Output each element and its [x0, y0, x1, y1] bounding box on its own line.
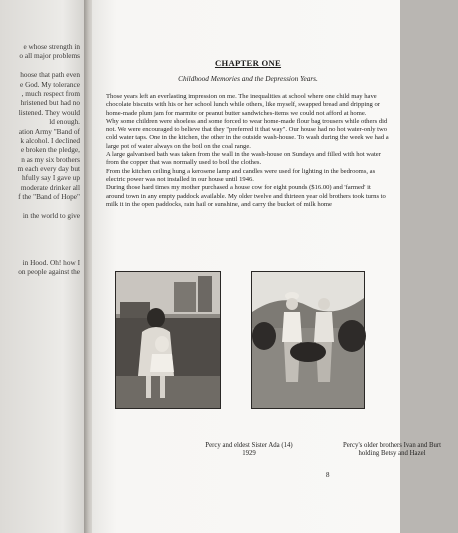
paragraph: Why some children were shoeless and some forced to wear home-made flour bag trousers while others did not. We were encouraged to believe that they "preferred it that way". Our house had no hot water-only two cold water taps. One in the kitchen, the other in the outside wash-house. To wash during the week we had a large pot of water always on the boil on the coal range.	[106, 117, 389, 150]
left-line: e God. My tolerance	[20, 79, 80, 89]
left-line	[0, 61, 80, 70]
left-line: ation Army "Band of	[18, 126, 80, 136]
body-text	[106, 93, 390, 209]
caption-line: 1929	[242, 450, 256, 458]
photo-caption-ivan-and-burt	[326, 442, 458, 459]
photo-row	[106, 272, 390, 412]
left-line: in Hood. Oh! how I	[22, 257, 80, 267]
left-line: k alcohol. I declined	[20, 135, 80, 145]
left-line: moderate drinker all	[20, 182, 80, 192]
paragraph: During those hard times my mother purchased a house cow for eight pounds ($16.00) and 'farmed' it around town in any empty paddock available. My older twelve and thirteen year old brothers took turns to milk it in the open paddocks, rain hail or sunshine, and carry the bucket of milk home	[106, 184, 386, 208]
chapter-subtitle: Childhood Memories and the Depression Years.	[178, 74, 318, 83]
photo-percy-and-ada	[116, 272, 220, 408]
photo-caption-percy-and-ada	[190, 442, 308, 459]
left-line: hfully say I gave up	[22, 173, 80, 183]
left-line: , much respect from	[21, 88, 80, 98]
left-line: e broken the pledge,	[20, 145, 80, 155]
caption-line: holding Betsy and Hazel	[358, 450, 426, 458]
left-line: f the "Band of Hope"	[18, 192, 80, 202]
left-line	[0, 249, 80, 258]
paragraph: A large galvanised bath was taken from the wall in the wash-house on Sundays and filled with hot water from the copper that was normally used to boil the clothes.	[106, 151, 381, 167]
left-line: hristened but had no	[20, 98, 80, 108]
caption-line: Percy's older brothers Ivan and Burt	[342, 442, 442, 449]
left-line: on people against the	[18, 267, 80, 277]
left-line: e whose strength in	[23, 42, 80, 51]
photo-percy-and-ada-image	[116, 272, 220, 408]
chapter-title: CHAPTER ONE	[214, 58, 282, 68]
left-line: hoose that path even	[20, 70, 80, 80]
left-line	[0, 230, 80, 239]
photo-ivan-and-burt	[252, 272, 364, 408]
left-page	[0, 0, 90, 533]
photo-ivan-and-burt-image	[252, 272, 364, 408]
page-number: 8	[326, 471, 330, 479]
paragraph: Those years left an everlasting impression on me. The inequalities at school where one child may have chocolate biscuits with his or her school lunch while others, like myself, swapped bread and dripping or home-made plum jam for marmite or peanut butter sandwiches-items we could not afford at home.	[106, 93, 380, 117]
left-line	[0, 202, 80, 211]
left-line: n as my six brothers	[21, 154, 80, 164]
left-line: m each every day but	[17, 164, 80, 174]
left-line	[0, 239, 80, 248]
left-line	[0, 220, 80, 229]
left-line: listened. They would	[18, 107, 80, 117]
left-line: ld enough.	[49, 117, 80, 127]
left-line: in the world to give	[22, 211, 80, 221]
paragraph: From the kitchen ceiling hung a kerosene lamp and candles were used for lighting in the bedrooms, as electric power was not installed in our house until 1946.	[106, 167, 376, 183]
page-content	[106, 58, 390, 209]
left-line: o all major problems	[19, 51, 80, 61]
left-page-text	[0, 42, 90, 277]
right-page	[92, 0, 442, 533]
caption-line: Percy and eldest Sister Ada (14)	[205, 442, 293, 449]
